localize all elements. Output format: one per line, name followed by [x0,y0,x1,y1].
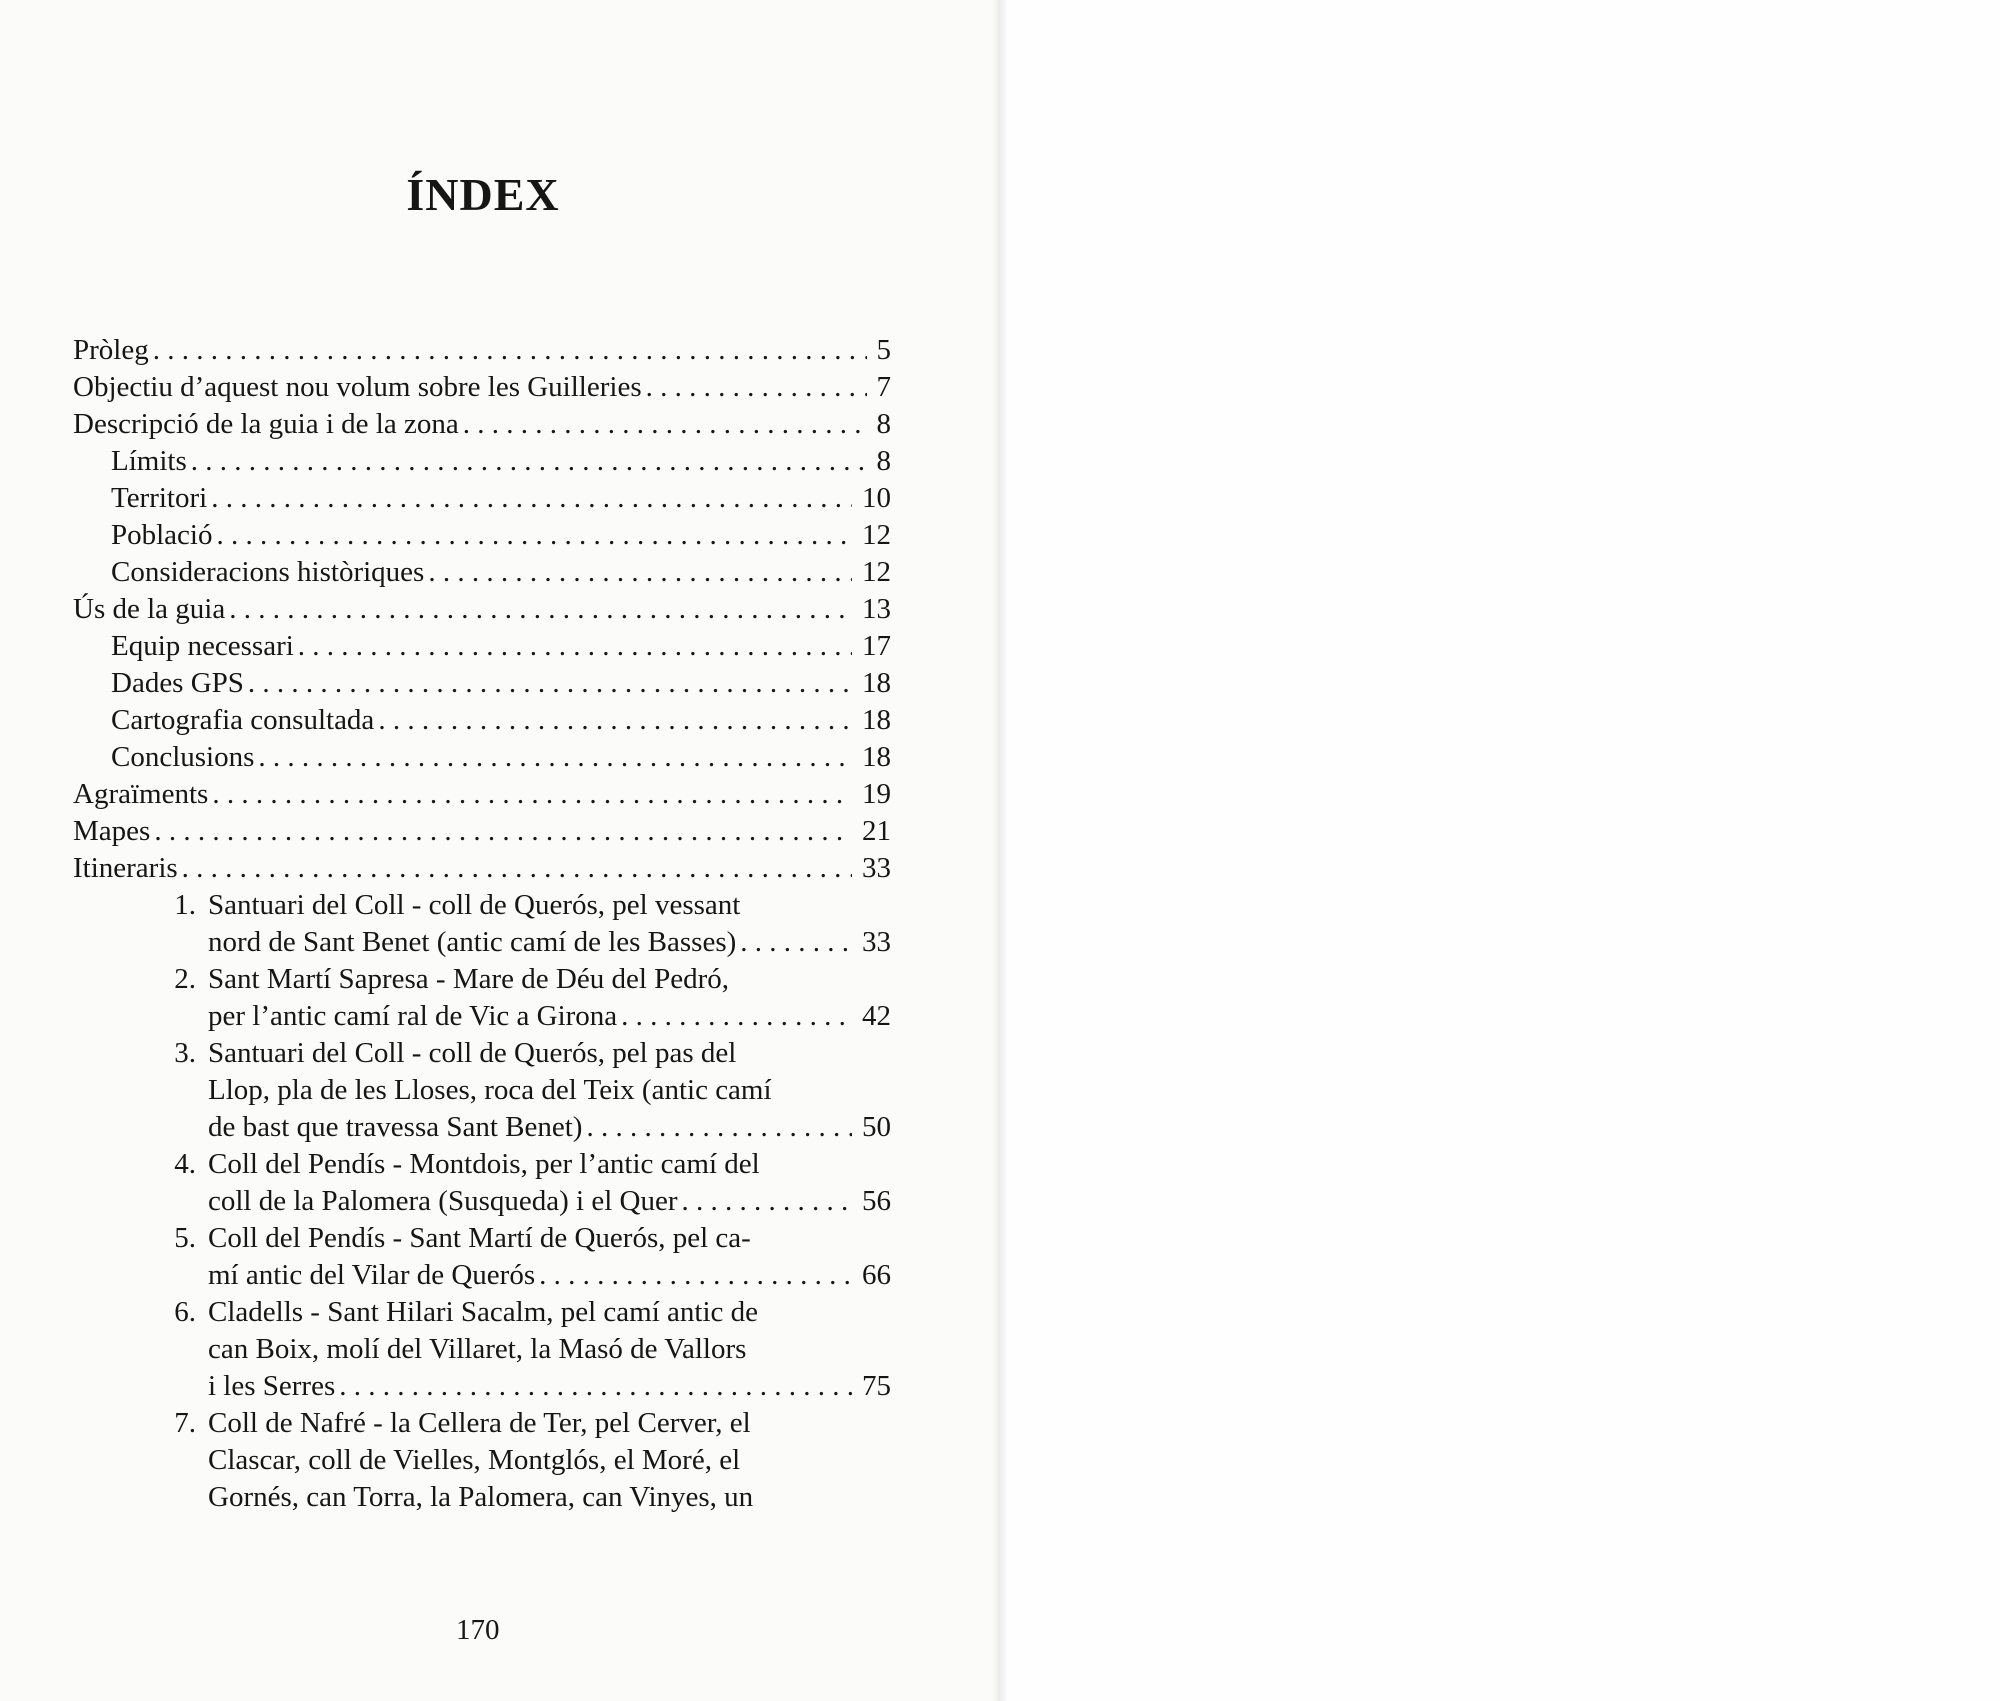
dot-leader [191,443,867,480]
itinerary-line: nord de Sant Benet (antic camí de les Basses) [208,926,737,958]
dot-leader [539,1257,852,1294]
toc-entry-page: 5 [876,334,891,366]
dot-leader [586,1109,852,1146]
dot-leader [463,406,867,443]
toc-entry-page: 18 [862,704,891,736]
itinerary-number: 7. [174,1407,196,1439]
itinerary-page: 50 [862,1111,891,1143]
dot-leader [298,628,852,665]
dot-leader [212,776,852,813]
toc-entry-label: Objectiu d’aquest nou volum sobre les Guilleries [73,371,642,403]
toc-entry-page: 12 [862,556,891,588]
toc-entry [73,702,891,739]
itinerary-entry [73,961,891,1035]
toc-entry-label: Equip necessari [111,630,294,662]
itinerary-text [208,1146,891,1220]
itinerary-last-line [208,1109,891,1146]
dot-leader [217,517,853,554]
itinerary-text [208,887,891,961]
dot-leader [154,813,852,850]
itinerary-line: per l’antic camí ral de Vic a Girona [208,1000,618,1032]
toc-entry-label: Agraïments [73,778,209,810]
toc-entry-label: Territori [111,482,208,514]
dot-leader [258,739,852,776]
itinerary-last-line [208,998,891,1035]
toc-entry-label: Consideracions històriques [111,556,425,588]
toc-entry-page: 21 [862,815,891,847]
toc-entry [73,850,891,887]
itinerary-text [208,1405,891,1516]
dot-leader [428,554,852,591]
itinerary-line: can Boix, molí del Villaret, la Masó de Vallors [208,1333,747,1365]
itinerary-page: 56 [862,1185,891,1217]
toc-entry-label: Població [111,519,213,551]
itinerary-line: Coll del Pendís - Sant Martí de Querós, pel ca- [208,1222,751,1254]
itinerary-page: 75 [862,1370,891,1402]
dot-leader [229,591,852,628]
dot-leader [211,480,852,517]
itinerary-line: Coll de Nafré - la Cellera de Ter, pel Cerver, el [208,1407,751,1439]
toc-entry-page: 33 [862,852,891,884]
itinerary-page: 66 [862,1259,891,1291]
itinerary-text [208,1220,891,1294]
toc-entry [73,776,891,813]
itinerary-line: mí antic del Vilar de Querós [208,1259,536,1291]
toc-entry [73,332,891,369]
toc-entry [73,813,891,850]
itinerary-line: Sant Martí Sapresa - Mare de Déu del Pedró, [208,963,730,995]
itinerary-line: Santuari del Coll - coll de Querós, pel pas del [208,1037,737,1069]
itinerary-last-line [208,1479,891,1516]
dot-leader [339,1368,852,1405]
toc-entry-page: 18 [862,667,891,699]
dot-leader [740,924,852,961]
left-toc-list [73,332,891,1516]
itinerary-line: de bast que travessa Sant Benet) [208,1111,583,1143]
itinerary-entry [73,1294,891,1405]
toc-entry-page: 12 [862,519,891,551]
itinerary-last-line [208,924,891,961]
toc-entry-label: Dades GPS [111,667,244,699]
toc-entry-label: Conclusions [111,741,255,773]
itinerary-text [208,1035,891,1146]
itinerary-text [208,961,891,1035]
right-page [1000,0,2000,1701]
dot-leader [248,665,852,702]
dot-leader [621,998,852,1035]
itinerary-text [208,1294,891,1405]
itinerary-line: Gornés, can Torra, la Palomera, can Vinyes, un [208,1481,754,1513]
toc-entry [73,443,891,480]
toc-entry [73,554,891,591]
itinerary-number: 2. [174,963,196,995]
itinerary-entry [73,887,891,961]
book-gutter [992,0,1008,1701]
itinerary-entry [73,1035,891,1146]
itinerary-line: i les Serres [208,1370,336,1402]
toc-entry-label: Descripció de la guia i de la zona [73,408,459,440]
itinerary-page: 42 [862,1000,891,1032]
toc-entry-label: Cartografia consultada [111,704,375,736]
index-title: ÍNDEX [406,169,560,220]
toc-entry-page: 13 [862,593,891,625]
page-number-left: 170 [456,1614,500,1646]
itinerary-last-line [208,1257,891,1294]
itinerary-entry [73,1146,891,1220]
toc-entry [73,406,891,443]
itinerary-line: Cladells - Sant Hilari Sacalm, pel camí antic de [208,1296,759,1328]
itinerary-last-line [208,1368,891,1405]
toc-entry-label: Límits [111,445,187,477]
itinerary-last-line [208,1183,891,1220]
toc-entry-label: Ús de la guia [73,593,226,625]
toc-entry-page: 10 [862,482,891,514]
dot-leader [153,332,867,369]
toc-entry-page: 18 [862,741,891,773]
itinerary-number: 1. [174,889,196,921]
dot-leader [378,702,852,739]
toc-entry-page: 8 [876,408,891,440]
toc-entry-page: 7 [876,371,891,403]
itinerary-page: 33 [862,926,891,958]
dot-leader [646,369,867,406]
itinerary-number: 5. [174,1222,196,1254]
itinerary-entry [73,1220,891,1294]
toc-entry [73,739,891,776]
dot-leader [182,850,852,887]
toc-entry-label: Itineraris [73,852,178,884]
toc-entry [73,517,891,554]
itinerary-number: 4. [174,1148,196,1180]
toc-entry-page: 17 [862,630,891,662]
itinerary-line: coll de la Palomera (Susqueda) i el Quer [208,1185,678,1217]
toc-entry [73,369,891,406]
itinerary-entry [73,1405,891,1516]
toc-entry [73,480,891,517]
itinerary-number: 6. [174,1296,196,1328]
toc-entry-label: Pròleg [73,334,149,366]
itinerary-line: Santuari del Coll - coll de Querós, pel vessant [208,889,741,921]
toc-entry [73,628,891,665]
dot-leader [681,1183,852,1220]
itinerary-line: Coll del Pendís - Montdois, per l’antic camí del [208,1148,760,1180]
toc-entry [73,591,891,628]
toc-entry-label: Mapes [73,815,151,847]
itinerary-line: Clascar, coll de Vielles, Montglós, el Moré, el [208,1444,741,1476]
itinerary-line: Llop, pla de les Lloses, roca del Teix (antic camí [208,1074,772,1106]
itinerary-number: 3. [174,1037,196,1069]
toc-entry-page: 8 [876,445,891,477]
toc-entry [73,665,891,702]
toc-entry-page: 19 [862,778,891,810]
